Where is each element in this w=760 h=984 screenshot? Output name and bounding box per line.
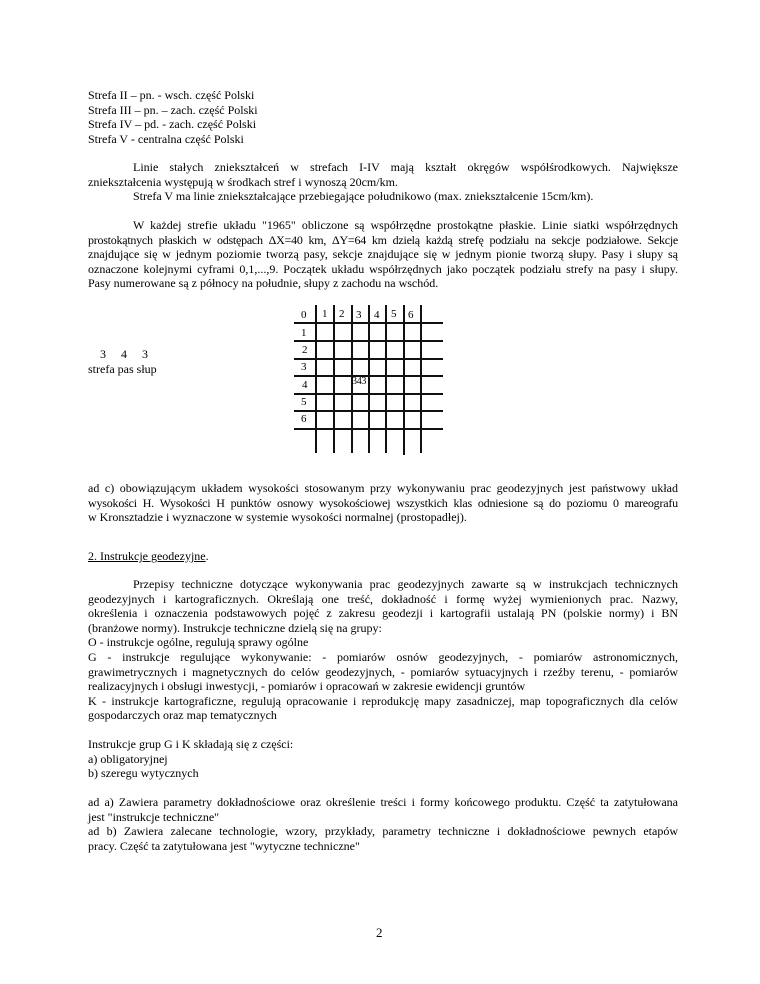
grid-column-header: 5 (391, 308, 397, 320)
ad-b-line: ad b) Zawiera zalecane technologie, wzory, przykłady, parametry techniczne i dokładnościowe pewnych etapów (88, 824, 678, 839)
digit-column: 3 (142, 347, 148, 361)
paragraph-line: ad c) obowiązującym układem wysokości stosowanym przy wykonywaniu prac geodezyjnych jest państwowy układ (88, 481, 678, 495)
paragraph-line: Strefa V ma linie zniekształcające przebiegające południkowo (max. zniekształcenie 15cm/km). (133, 189, 594, 204)
instructions-intro-paragraph (88, 577, 678, 723)
height-system-paragraph (88, 481, 678, 525)
paragraph-line: Linie stałych zniekształceń w strefach I-IV mają kształt okręgów współśrodkowych. Największe (133, 160, 678, 174)
paragraph-line: oznaczone kolejnymi cyframi 0,1,...,9. Początek układu współrzędnych jako początek podziału strefy na pasy i słupy. (88, 261, 678, 276)
group-g-line: G - instrukcje regulujące wykonywanie: - pomiarów osnów geodezyjnych, - pomiarów astronomicznych, (88, 649, 678, 664)
grid-row-header: 3 (301, 361, 307, 373)
digit-belt: 4 (121, 347, 127, 361)
zones-list (88, 88, 678, 146)
grid-vline (420, 305, 422, 453)
parts-intro: Instrukcje grup G i K składają się z części: (88, 737, 294, 751)
grid-column-header: 1 (322, 308, 328, 320)
zone-item: Strefa IV – pd. - zach. część Polski (88, 117, 257, 132)
paragraph-line: (branżowe normy). Instrukcje techniczne dzielą się na grupy: (88, 620, 382, 635)
section-code-example (88, 347, 178, 376)
ad-a-line: ad a) Zawiera parametry dokładnościowe oraz określenie treści i formy końcowego produktu. Część ta zatytułowana (88, 795, 678, 809)
paragraph-line: zniekształcenia występują w środkach stref i wynoszą 20cm/km. (88, 174, 398, 189)
zone-item: Strefa III – pn. – zach. część Polski (88, 102, 258, 117)
group-o-line: O - instrukcje ogólne, regulują sprawy ogólne (88, 635, 309, 650)
grid-column-header: 0 (301, 309, 307, 321)
group-k-line: K - instrukcje kartograficzne, regulują opracowanie i reprodukcję mapy zasadniczej, map topograficznych dla celów (88, 693, 678, 708)
grid-vline (403, 305, 405, 455)
page-number: 2 (376, 925, 383, 940)
grid-column-header: 4 (374, 309, 380, 321)
zone-item: Strefa V - centralna część Polski (88, 131, 244, 146)
paragraph-line: wysokości H. Wysokości H punktów osnowy wysokościowej wszystkich klas odniesione są do poziomu 0 mareografu (88, 495, 678, 510)
ad-b-line: pracy. Część ta zatytułowana jest "wytyczne techniczne" (88, 838, 360, 853)
grid-row-header: 1 (301, 327, 307, 339)
grid-vline (333, 305, 335, 453)
paragraph-line: geodezyjnych i kartograficznych. Określają one treść, dokładność i formę wyżej wymienionych prac. Nazwy, (88, 591, 678, 606)
paragraph-line: w Kronsztadzie i wyznaczone w systemie wysokości normalnej (prostopadłej). (88, 510, 467, 525)
grid-row-header: 2 (302, 344, 308, 356)
parts-explanations (88, 795, 678, 853)
paragraph-line: znajdujące się w jednym poziomie tworzą pasy, sekcje znajdujące się w jednym pionie tworzą słupy. Pasy i słupy są (88, 247, 678, 262)
grid-vline (315, 305, 317, 453)
paragraph-line: prostokątnych płaskich w odstępach ΔX=40 km, ΔY=64 km dzielą każdą strefę podziału na sekcje podziałowe. Sekcje (88, 232, 678, 247)
grid-marked-cell-label: 343 (352, 376, 367, 387)
grid-column-header: 6 (408, 309, 414, 321)
grid-description-paragraph (88, 218, 678, 291)
group-g-line: grawimetrycznych i magnetycznych do celów geodezyjnych, - pomiarów sytuacyjnych i rzeźby terenu, - pomiarów (88, 664, 678, 679)
section-heading (88, 549, 678, 564)
parts-item: a) obligatoryjnej (88, 751, 168, 766)
code-labels: strefa pas słup (88, 361, 157, 376)
grid-row-header: 4 (302, 379, 308, 391)
grid-vline (368, 305, 370, 453)
group-g-line: realizacyjnych i obsługi inwestycji, - pomiarów i opracowań w zakresie ewidencji gruntów (88, 679, 526, 694)
paragraph-line: W każdej strefie układu "1965" obliczone są współrzędne prostokątne płaskie. Linie siatki współrzędnych (133, 218, 678, 232)
paragraph-line: określenia i oznaczenia podstawowych pojęć z zakresu geodezji i kartografii ustalają PN (polskie normy) i BN (88, 606, 678, 621)
grid-column-header: 3 (356, 309, 362, 321)
grid-row-header: 5 (301, 396, 307, 408)
paragraph-line: Przepisy techniczne dotyczące wykonywania prac geodezyjnych zawarte są w instrukcjach technicznych (133, 577, 678, 591)
zone-item: Strefa II – pn. - wsch. część Polski (88, 88, 255, 102)
section-heading-period: . (205, 549, 209, 563)
grid-column-header: 2 (339, 308, 345, 320)
parts-item: b) szeregu wytycznych (88, 766, 199, 781)
distortion-paragraph (88, 160, 678, 204)
section-heading-text: 2. Instrukcje geodezyjne (88, 549, 206, 563)
grid-vline (385, 305, 387, 453)
parts-list (88, 737, 678, 781)
digit-zone: 3 (100, 347, 106, 361)
code-digits (88, 347, 178, 362)
paragraph-line: Pasy numerowane są z północy na południe, słupy z zachodu na wschód. (88, 276, 439, 291)
ad-a-line: jest "instrukcje techniczne" (88, 809, 220, 824)
grid-row-header: 6 (301, 413, 307, 425)
group-k-line: gospodarczych oraz map tematycznych (88, 708, 277, 723)
